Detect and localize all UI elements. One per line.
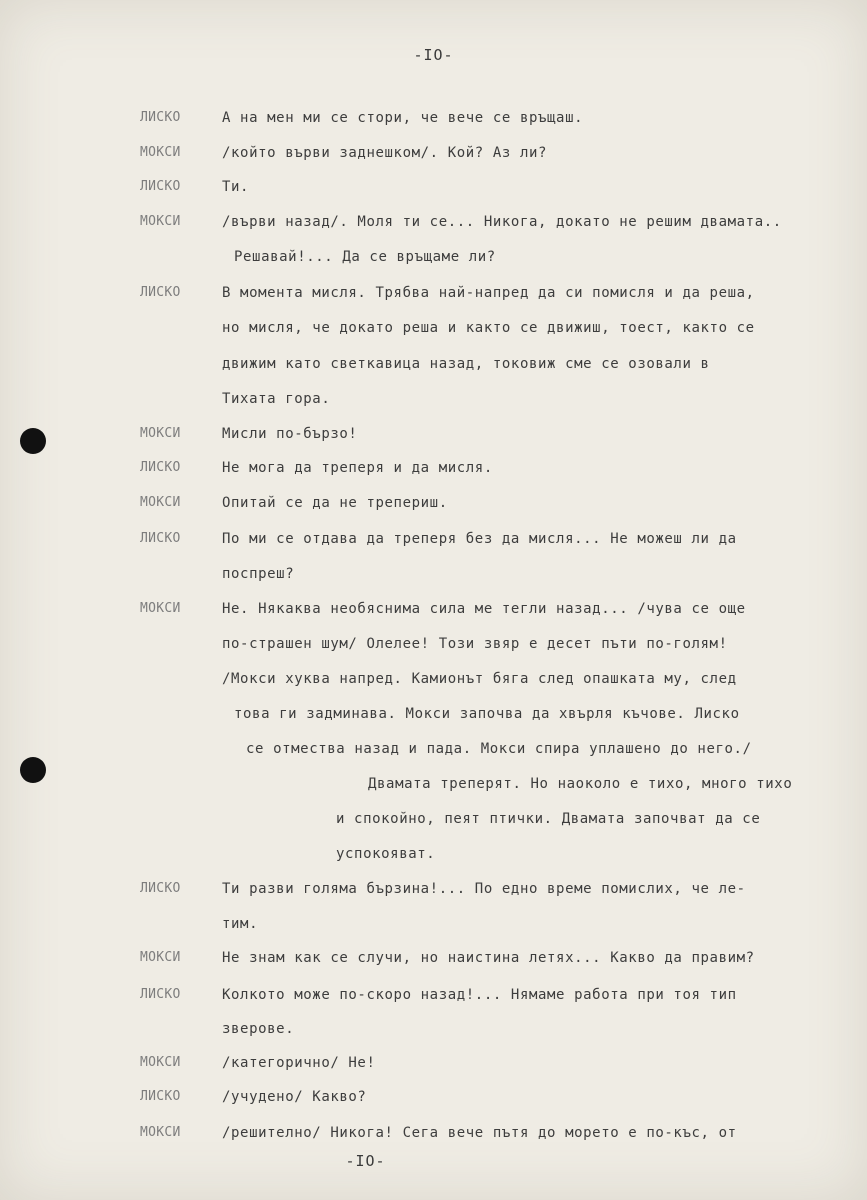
dialogue-line: но мисля, че докато реша и както се движиш, тоест, както се — [222, 320, 755, 336]
speaker-label: ЛИСКО — [140, 460, 181, 475]
punch-hole-bottom — [20, 757, 46, 783]
dialogue-line: успокояват. — [336, 846, 436, 862]
speaker-label: МОКСИ — [140, 495, 181, 510]
dialogue-line: Ти разви голяма бързина!... По едно време помислих, че ле- — [222, 881, 746, 897]
speaker-label: ЛИСКО — [140, 987, 181, 1002]
speaker-label: МОКСИ — [140, 601, 181, 616]
dialogue-line: В момента мисля. Трябва най-напред да си помисля и да реша, — [222, 285, 755, 301]
dialogue-line: /решително/ Никога! Сега вече пътя до морето е по-къс, от — [222, 1125, 737, 1141]
speaker-label: МОКСИ — [140, 1125, 181, 1140]
speaker-label: МОКСИ — [140, 1055, 181, 1070]
dialogue-line: Не. Някаква необяснима сила ме тегли назад... /чува се още — [222, 601, 746, 617]
dialogue-line: /учудено/ Какво? — [222, 1089, 367, 1105]
dialogue-line: Тихата гора. — [222, 391, 331, 407]
dialogue-line: Не знам как се случи, но наистина летях... Какво да правим? — [222, 950, 755, 966]
speaker-label: ЛИСКО — [140, 881, 181, 896]
dialogue-line: поспреш? — [222, 566, 295, 582]
dialogue-line: А на мен ми се стори, че вече се връщаш. — [222, 110, 584, 126]
page-number-bottom: -IO- — [345, 1152, 386, 1170]
dialogue-line: /който върви заднешком/. Кой? Аз ли? — [222, 145, 548, 161]
speaker-label: ЛИСКО — [140, 1089, 181, 1104]
speaker-label: ЛИСКО — [140, 531, 181, 546]
speaker-label: МОКСИ — [140, 426, 181, 441]
dialogue-line: Двамата треперят. Но наоколо е тихо, много тихо — [368, 776, 793, 792]
dialogue-line: зверове. — [222, 1021, 295, 1037]
dialogue-line: Мисли по-бързо! — [222, 426, 358, 442]
dialogue-line: това ги задминава. Мокси започва да хвърля къчове. Лиско — [234, 706, 740, 722]
speaker-label: ЛИСКО — [140, 179, 181, 194]
dialogue-line: тим. — [222, 916, 259, 932]
punch-hole-top — [20, 428, 46, 454]
dialogue-line: Не мога да треперя и да мисля. — [222, 460, 493, 476]
dialogue-line: движим като светкавица назад, токовиж сме се озовали в — [222, 356, 710, 372]
speaker-label: МОКСИ — [140, 145, 181, 160]
speaker-label: ЛИСКО — [140, 110, 181, 125]
speaker-label: МОКСИ — [140, 950, 181, 965]
dialogue-line: /категорично/ Не! — [222, 1055, 376, 1071]
dialogue-line: Колкото може по-скоро назад!... Нямаме работа при тоя тип — [222, 987, 737, 1003]
speaker-label: МОКСИ — [140, 214, 181, 229]
dialogue-line: Ти. — [222, 179, 250, 195]
dialogue-line: се отмества назад и пада. Мокси спира уплашено до него./ — [246, 741, 752, 757]
speaker-label: ЛИСКО — [140, 285, 181, 300]
dialogue-line: /върви назад/. Моля ти се... Никога, докато не решим двамата.. — [222, 214, 782, 230]
dialogue-line: /Мокси хуква напред. Камионът бяга след опашката му, след — [222, 671, 737, 687]
dialogue-line: и спокойно, пеят птички. Двамата започват да се — [336, 811, 761, 827]
dialogue-line: Решавай!... Да се връщаме ли? — [234, 249, 496, 265]
page-number-top: -IO- — [413, 46, 454, 64]
dialogue-line: По ми се отдава да треперя без да мисля... Не можеш ли да — [222, 531, 737, 547]
dialogue-line: по-страшен шум/ Олелее! Този звяр е десет пъти по-голям! — [222, 636, 728, 652]
dialogue-line: Опитай се да не трепериш. — [222, 495, 448, 511]
